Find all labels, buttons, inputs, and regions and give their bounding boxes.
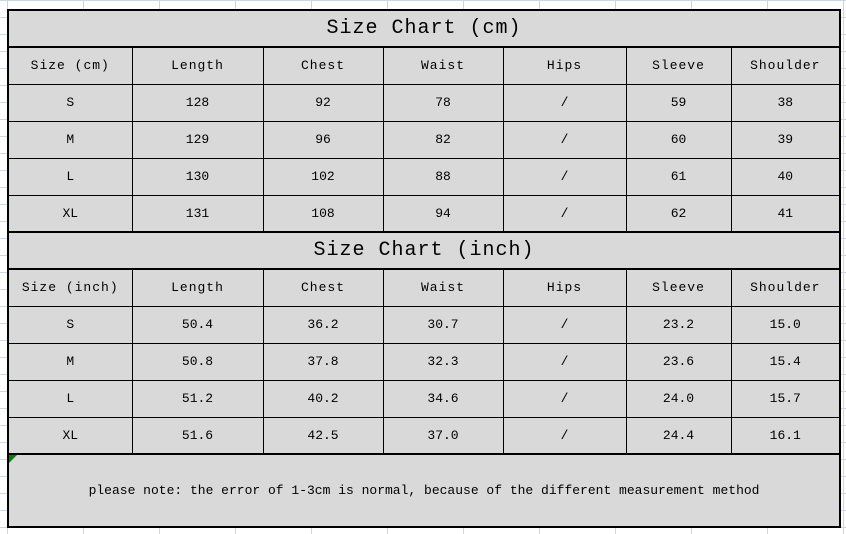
value-cell: / — [503, 195, 626, 232]
value-cell: 16.1 — [731, 417, 840, 454]
value-cell: 108 — [263, 195, 383, 232]
value-cell: / — [503, 343, 626, 380]
value-cell: 82 — [383, 121, 503, 158]
value-cell: 94 — [383, 195, 503, 232]
value-cell: 128 — [132, 84, 263, 121]
value-cell: 15.4 — [731, 343, 840, 380]
value-cell: 39 — [731, 121, 840, 158]
size-chart-body — [8, 10, 840, 527]
value-cell: / — [503, 158, 626, 195]
column-header: Waist — [383, 47, 503, 84]
column-header: Length — [132, 269, 263, 306]
value-cell: 130 — [132, 158, 263, 195]
size-row-xl-inch — [8, 417, 840, 454]
value-cell: / — [503, 417, 626, 454]
column-header: Chest — [263, 269, 383, 306]
error-marker-triangle-icon — [9, 455, 17, 463]
column-header: Waist — [383, 269, 503, 306]
size-row-m-inch — [8, 343, 840, 380]
size-row-xl-cm — [8, 195, 840, 232]
value-cell: 60 — [626, 121, 731, 158]
value-cell: 88 — [383, 158, 503, 195]
value-cell: 23.2 — [626, 306, 731, 343]
size-label-cell: S — [8, 306, 132, 343]
value-cell: 30.7 — [383, 306, 503, 343]
value-cell: / — [503, 380, 626, 417]
size-row-s-inch — [8, 306, 840, 343]
section-title-cm: Size Chart (cm) — [8, 10, 840, 47]
section-title-row-cm — [8, 10, 840, 47]
value-cell: 51.2 — [132, 380, 263, 417]
size-row-l-cm — [8, 158, 840, 195]
size-row-s-cm — [8, 84, 840, 121]
value-cell: 42.5 — [263, 417, 383, 454]
note-text: please note: the error of 1-3cm is normal, because of the different measurement method — [88, 483, 760, 498]
value-cell: 40.2 — [263, 380, 383, 417]
column-header: Size (cm) — [8, 47, 132, 84]
column-header: Sleeve — [626, 47, 731, 84]
column-header: Size (inch) — [8, 269, 132, 306]
value-cell: / — [503, 306, 626, 343]
size-label-cell: S — [8, 84, 132, 121]
column-header: Length — [132, 47, 263, 84]
value-cell: 51.6 — [132, 417, 263, 454]
value-cell: 102 — [263, 158, 383, 195]
size-label-cell: L — [8, 158, 132, 195]
note-cell — [8, 454, 840, 527]
column-header: Shoulder — [731, 47, 840, 84]
value-cell: 96 — [263, 121, 383, 158]
value-cell: / — [503, 121, 626, 158]
size-label-cell: M — [8, 343, 132, 380]
value-cell: 23.6 — [626, 343, 731, 380]
value-cell: 15.7 — [731, 380, 840, 417]
value-cell: 59 — [626, 84, 731, 121]
value-cell: 129 — [132, 121, 263, 158]
note-row — [8, 454, 840, 527]
size-label-cell: M — [8, 121, 132, 158]
column-header: Chest — [263, 47, 383, 84]
value-cell: 32.3 — [383, 343, 503, 380]
value-cell: 40 — [731, 158, 840, 195]
column-header-row-cm — [8, 47, 840, 84]
value-cell: 61 — [626, 158, 731, 195]
size-row-m-cm — [8, 121, 840, 158]
column-header: Sleeve — [626, 269, 731, 306]
column-header-row-inch — [8, 269, 840, 306]
value-cell: 131 — [132, 195, 263, 232]
value-cell: 37.8 — [263, 343, 383, 380]
value-cell: 38 — [731, 84, 840, 121]
value-cell: 15.0 — [731, 306, 840, 343]
size-label-cell: L — [8, 380, 132, 417]
section-title-row-inch — [8, 232, 840, 269]
column-header: Shoulder — [731, 269, 840, 306]
size-chart-table — [7, 9, 841, 528]
size-row-l-inch — [8, 380, 840, 417]
size-label-cell: XL — [8, 417, 132, 454]
value-cell: 37.0 — [383, 417, 503, 454]
value-cell: / — [503, 84, 626, 121]
value-cell: 50.8 — [132, 343, 263, 380]
value-cell: 92 — [263, 84, 383, 121]
value-cell: 36.2 — [263, 306, 383, 343]
value-cell: 50.4 — [132, 306, 263, 343]
value-cell: 78 — [383, 84, 503, 121]
value-cell: 24.0 — [626, 380, 731, 417]
column-header: Hips — [503, 269, 626, 306]
size-label-cell: XL — [8, 195, 132, 232]
column-header: Hips — [503, 47, 626, 84]
value-cell: 24.4 — [626, 417, 731, 454]
value-cell: 41 — [731, 195, 840, 232]
value-cell: 62 — [626, 195, 731, 232]
value-cell: 34.6 — [383, 380, 503, 417]
section-title-inch: Size Chart (inch) — [8, 232, 840, 269]
